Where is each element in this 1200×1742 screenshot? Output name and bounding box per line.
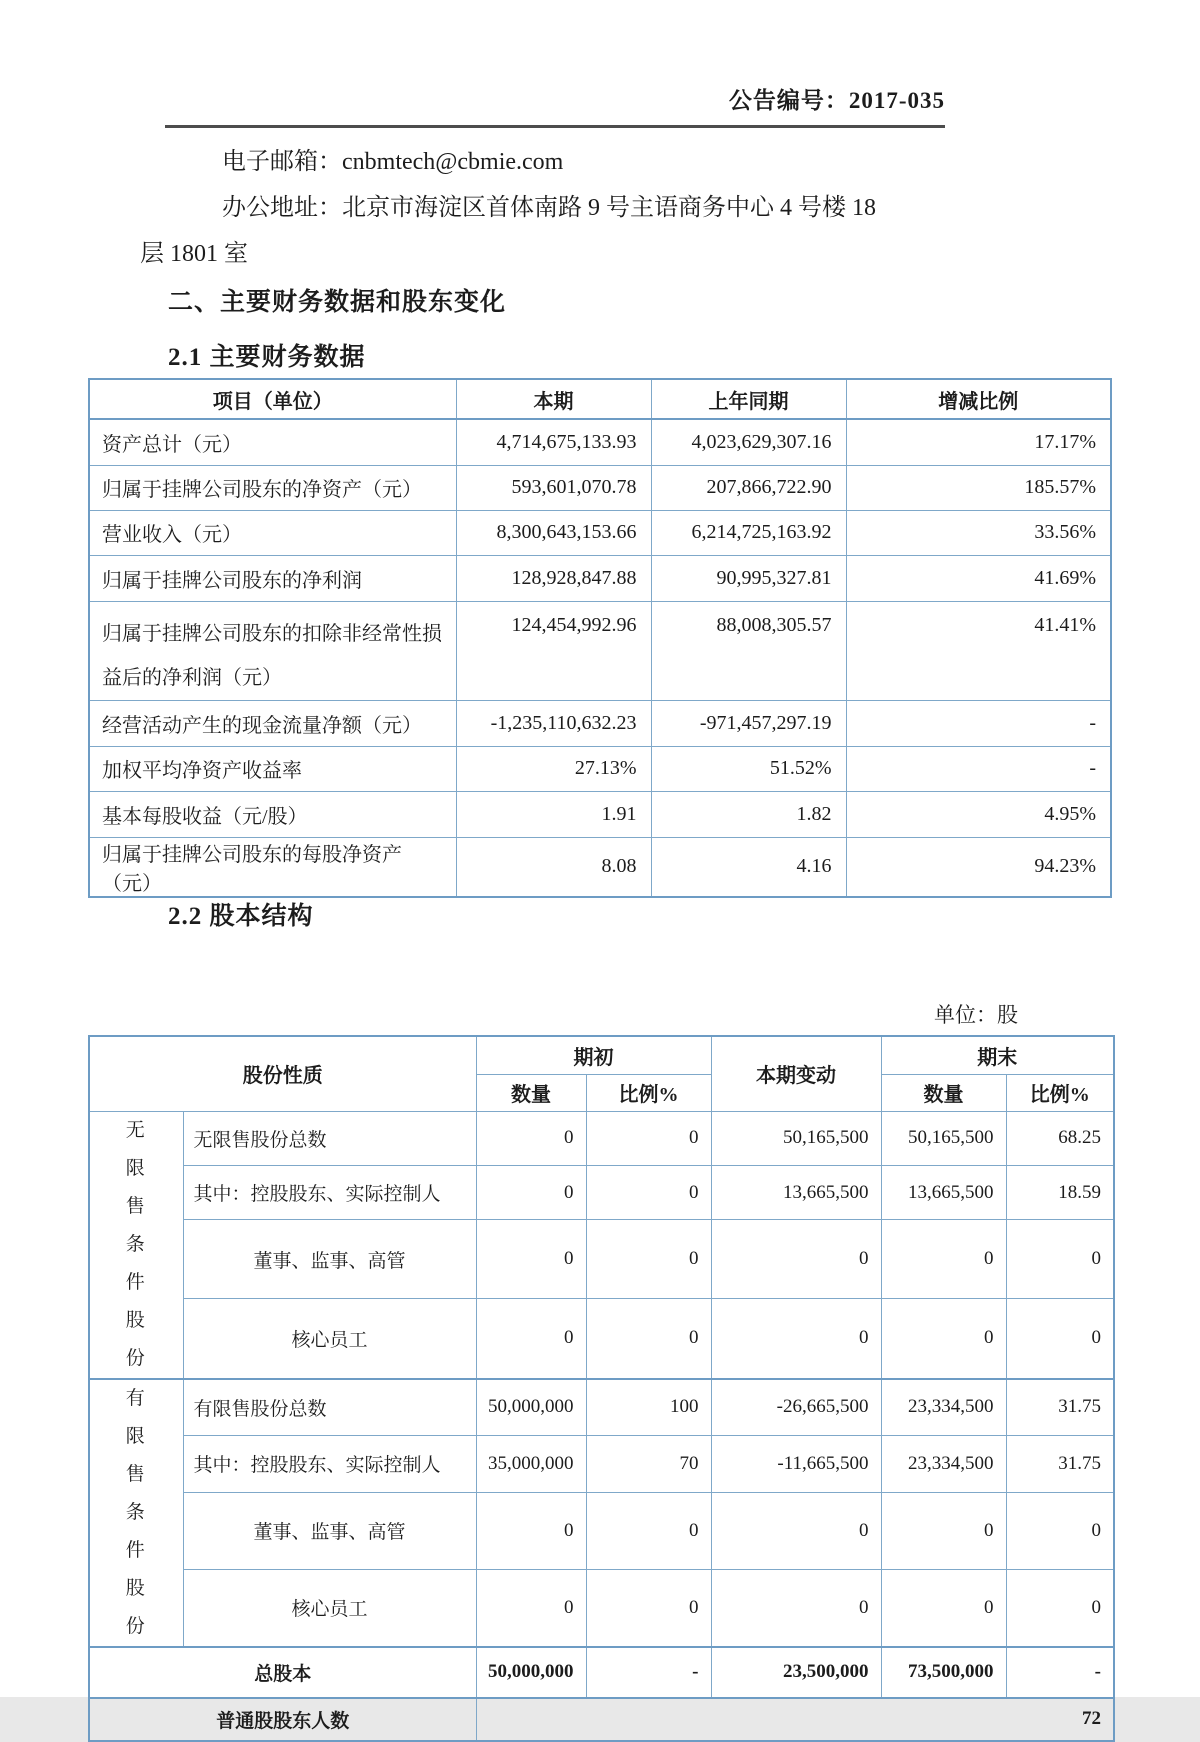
row-label: 其中：控股股东、实际控制人 <box>183 1435 476 1492</box>
row-label: 核心员工 <box>183 1298 476 1378</box>
row-item-label: 营业收入（元） <box>89 510 456 555</box>
holders-count: 72 <box>476 1698 1114 1741</box>
row-change-value: 4.95% <box>846 791 1111 837</box>
row-prior-value: 90,995,327.81 <box>651 555 846 601</box>
row-change-value: 17.17% <box>846 419 1111 465</box>
begin-percent: 70 <box>586 1435 711 1492</box>
header-period-change: 本期变动 <box>711 1036 881 1111</box>
financial-data-table <box>88 378 1110 898</box>
row-prior-value: -971,457,297.19 <box>651 700 846 746</box>
end-percent: 18.59 <box>1006 1165 1114 1219</box>
row-current-value: 4,714,675,133.93 <box>456 419 651 465</box>
table-row <box>89 1165 1114 1219</box>
section-2-2-heading: 2.2 股本结构 <box>168 903 314 930</box>
row-current-value: -1,235,110,632.23 <box>456 700 651 746</box>
row-current-value: 124,454,992.96 <box>456 601 651 700</box>
capital-structure-table <box>88 1035 1113 1742</box>
end-percent: 0 <box>1006 1492 1114 1569</box>
address-line-1: 办公地址：北京市海淀区首体南路 9 号主语商务中心 4 号楼 18 <box>222 195 876 221</box>
header-item: 项目（单位） <box>89 379 456 419</box>
table-row <box>89 746 1111 791</box>
begin-percent: 0 <box>586 1111 711 1165</box>
period-change: -26,665,500 <box>711 1379 881 1436</box>
begin-percent: 0 <box>586 1569 711 1646</box>
table-row <box>89 1492 1114 1569</box>
table-row <box>89 1111 1114 1165</box>
end-quantity: 0 <box>881 1492 1006 1569</box>
row-item-label: 经营活动产生的现金流量净额（元） <box>89 700 456 746</box>
total-share-capital-row <box>89 1647 1114 1698</box>
row-change-value: 41.69% <box>846 555 1111 601</box>
table-row <box>89 837 1111 897</box>
row-prior-value: 6,214,725,163.92 <box>651 510 846 555</box>
common-shareholders-row <box>89 1698 1114 1741</box>
group-restricted-label: 有限售条件股份 <box>89 1379 183 1647</box>
period-change: 23,500,000 <box>711 1647 881 1698</box>
end-percent: 0 <box>1006 1569 1114 1646</box>
row-item-label: 归属于挂牌公司股东的净利润 <box>89 555 456 601</box>
row-item-label: 归属于挂牌公司股东的净资产（元） <box>89 465 456 510</box>
row-prior-value: 88,008,305.57 <box>651 601 846 700</box>
row-item-label: 加权平均净资产收益率 <box>89 746 456 791</box>
row-label: 有限售股份总数 <box>183 1379 476 1436</box>
row-label: 董事、监事、高管 <box>183 1492 476 1569</box>
header-quantity-begin: 数量 <box>476 1074 586 1111</box>
row-item-label: 资产总计（元） <box>89 419 456 465</box>
table-row <box>89 465 1111 510</box>
table-row <box>89 1298 1114 1378</box>
section-2-1-heading: 2.1 主要财务数据 <box>168 344 366 371</box>
row-item-label: 归属于挂牌公司股东的扣除非经常性损益后的净利润（元） <box>89 601 456 700</box>
end-percent: 31.75 <box>1006 1379 1114 1436</box>
section-2-heading: 二、主要财务数据和股东变化 <box>168 289 507 316</box>
row-item-label: 基本每股收益（元/股） <box>89 791 456 837</box>
period-change: 0 <box>711 1569 881 1646</box>
total-row-label: 总股本 <box>89 1647 476 1698</box>
unit-label: 单位：股 <box>934 1003 1018 1027</box>
end-percent: 0 <box>1006 1220 1114 1299</box>
row-current-value: 1.91 <box>456 791 651 837</box>
row-item-label: 归属于挂牌公司股东的每股净资产（元） <box>89 837 456 897</box>
begin-quantity: 0 <box>476 1220 586 1299</box>
table-row <box>89 555 1111 601</box>
end-quantity: 23,334,500 <box>881 1435 1006 1492</box>
header-change-ratio: 增减比例 <box>846 379 1111 419</box>
row-change-value: 41.41% <box>846 601 1111 700</box>
begin-quantity: 0 <box>476 1111 586 1165</box>
header-share-nature: 股份性质 <box>89 1036 476 1111</box>
header-beginning-period: 期初 <box>476 1036 711 1074</box>
email-line: 电子邮箱：cnbmtech@cbmie.com <box>222 149 564 175</box>
begin-quantity: 50,000,000 <box>476 1379 586 1436</box>
row-current-value: 27.13% <box>456 746 651 791</box>
period-change: 0 <box>711 1220 881 1299</box>
header-divider-line <box>165 125 945 128</box>
row-prior-value: 207,866,722.90 <box>651 465 846 510</box>
begin-quantity: 0 <box>476 1298 586 1378</box>
row-change-value: 185.57% <box>846 465 1111 510</box>
begin-percent: 0 <box>586 1298 711 1378</box>
table-row <box>89 791 1111 837</box>
end-percent: 31.75 <box>1006 1435 1114 1492</box>
header-percent-begin: 比例% <box>586 1074 711 1111</box>
row-label: 其中：控股股东、实际控制人 <box>183 1165 476 1219</box>
announcement-number: 公告编号：2017-035 <box>728 88 945 113</box>
end-quantity: 13,665,500 <box>881 1165 1006 1219</box>
financial-table-header-row <box>89 379 1111 419</box>
row-change-value: - <box>846 700 1111 746</box>
group-unrestricted-label: 无限售条件股份 <box>89 1111 183 1379</box>
row-change-value: - <box>846 746 1111 791</box>
begin-quantity: 35,000,000 <box>476 1435 586 1492</box>
row-change-value: 94.23% <box>846 837 1111 897</box>
header-prior-period: 上年同期 <box>651 379 846 419</box>
table-row <box>89 1379 1114 1436</box>
end-quantity: 23,334,500 <box>881 1379 1006 1436</box>
header-percent-end: 比例% <box>1006 1074 1114 1111</box>
end-percent: - <box>1006 1647 1114 1698</box>
table-row <box>89 1569 1114 1646</box>
table-row <box>89 419 1111 465</box>
row-label: 董事、监事、高管 <box>183 1220 476 1299</box>
end-percent: 0 <box>1006 1298 1114 1378</box>
begin-percent: 0 <box>586 1220 711 1299</box>
period-change: 50,165,500 <box>711 1111 881 1165</box>
end-quantity: 0 <box>881 1569 1006 1646</box>
begin-percent: 0 <box>586 1165 711 1219</box>
end-quantity: 50,165,500 <box>881 1111 1006 1165</box>
period-change: 0 <box>711 1298 881 1378</box>
table-row <box>89 510 1111 555</box>
begin-quantity: 0 <box>476 1569 586 1646</box>
row-current-value: 593,601,070.78 <box>456 465 651 510</box>
table-row <box>89 700 1111 746</box>
capital-table-header-row-1 <box>89 1036 1114 1074</box>
row-current-value: 128,928,847.88 <box>456 555 651 601</box>
end-percent: 68.25 <box>1006 1111 1114 1165</box>
row-prior-value: 4,023,629,307.16 <box>651 419 846 465</box>
period-change: 0 <box>711 1492 881 1569</box>
table-row <box>89 1220 1114 1299</box>
row-current-value: 8.08 <box>456 837 651 897</box>
end-quantity: 73,500,000 <box>881 1647 1006 1698</box>
header-quantity-end: 数量 <box>881 1074 1006 1111</box>
begin-quantity: 50,000,000 <box>476 1647 586 1698</box>
table-row <box>89 601 1111 700</box>
period-change: -11,665,500 <box>711 1435 881 1492</box>
row-label: 无限售股份总数 <box>183 1111 476 1165</box>
begin-quantity: 0 <box>476 1492 586 1569</box>
address-line-2: 层 1801 室 <box>140 241 248 267</box>
end-quantity: 0 <box>881 1298 1006 1378</box>
row-current-value: 8,300,643,153.66 <box>456 510 651 555</box>
begin-percent: 0 <box>586 1492 711 1569</box>
row-prior-value: 1.82 <box>651 791 846 837</box>
end-quantity: 0 <box>881 1220 1006 1299</box>
row-prior-value: 4.16 <box>651 837 846 897</box>
period-change: 13,665,500 <box>711 1165 881 1219</box>
row-prior-value: 51.52% <box>651 746 846 791</box>
holders-row-label: 普通股股东人数 <box>89 1698 476 1741</box>
begin-quantity: 0 <box>476 1165 586 1219</box>
begin-percent: 100 <box>586 1379 711 1436</box>
begin-percent: - <box>586 1647 711 1698</box>
header-current-period: 本期 <box>456 379 651 419</box>
header-ending-period: 期末 <box>881 1036 1114 1074</box>
row-label: 核心员工 <box>183 1569 476 1646</box>
row-change-value: 33.56% <box>846 510 1111 555</box>
table-row <box>89 1435 1114 1492</box>
